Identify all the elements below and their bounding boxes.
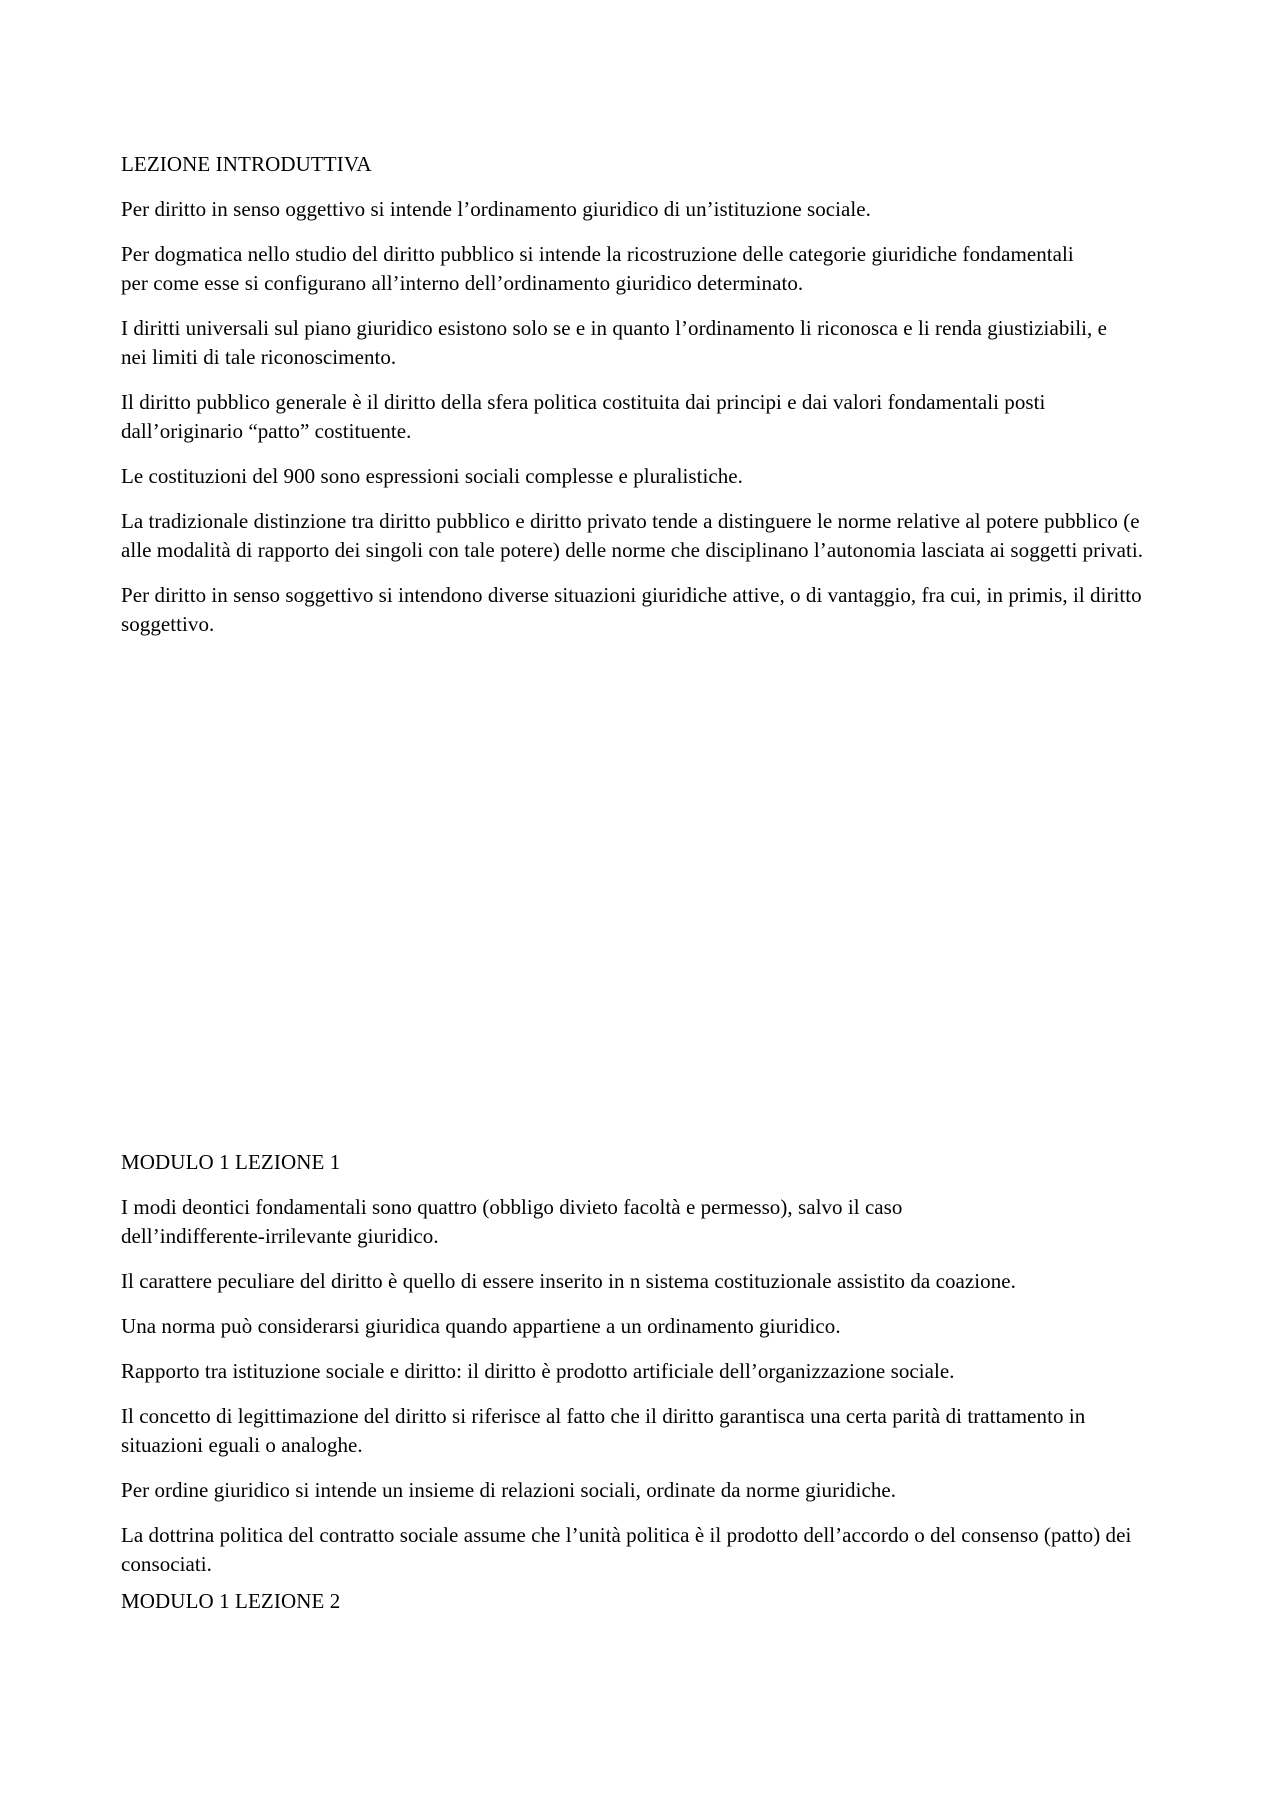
- paragraph: La tradizionale distinzione tra diritto pubblico e diritto privato tende a distinguere le norme relative al potere pubblico (e alle modalità di rapporto dei singoli con tale potere) delle norme che disciplinano l’autonomia lasciata ai soggetti privati.: [121, 509, 1144, 562]
- paragraph: Per diritto in senso soggettivo si intendono diverse situazioni giuridiche attive, o di vantaggio, fra cui, in primis, il diritto soggettivo.: [121, 583, 1142, 636]
- paragraph: Il diritto pubblico generale è il diritto della sfera politica costituita dai principi e dai valori fondamentali posti dall’originario “patto” costituente.: [121, 390, 1046, 443]
- paragraph: Le costituzioni del 900 sono espressioni sociali complesse e pluralistiche.: [121, 464, 743, 488]
- section-heading: MODULO 1 LEZIONE 1: [121, 1150, 341, 1174]
- paragraph: I modi deontici fondamentali sono quattro (obbligo divieto facoltà e permesso), salvo il caso dell’indifferente-irrilevante giuridico.: [121, 1195, 903, 1248]
- section-lezione-introduttiva: [121, 150, 1171, 655]
- paragraph: Il concetto di legittimazione del diritto si riferisce al fatto che il diritto garantisca una certa parità di trattamento in situazioni eguali o analoghe.: [121, 1404, 1086, 1457]
- section-heading: MODULO 1 LEZIONE 2: [121, 1589, 341, 1613]
- paragraph: Per ordine giuridico si intende un insieme di relazioni sociali, ordinate da norme giuridiche.: [121, 1478, 897, 1502]
- paragraph: I diritti universali sul piano giuridico esistono solo se e in quanto l’ordinamento li riconosca e li renda giustiziabili, e nei limiti di tale riconoscimento.: [121, 316, 1107, 369]
- paragraph: Una norma può considerarsi giuridica quando appartiene a un ordinamento giuridico.: [121, 1314, 841, 1338]
- paragraph: Per diritto in senso oggettivo si intende l’ordinamento giuridico di un’istituzione sociale.: [121, 197, 871, 221]
- section-heading: LEZIONE INTRODUTTIVA: [121, 152, 372, 176]
- section-modulo-1-lezione-1: [121, 1148, 1171, 1632]
- paragraph: Il carattere peculiare del diritto è quello di essere inserito in n sistema costituzionale assistito da coazione.: [121, 1269, 1016, 1293]
- paragraph: La dottrina politica del contratto sociale assume che l’unità politica è il prodotto dell’accordo o del consenso (patto) dei consociati.: [121, 1523, 1132, 1576]
- paragraph: Per dogmatica nello studio del diritto pubblico si intende la ricostruzione delle categorie giuridiche fondamentali per come esse si configurano all’interno dell’ordinamento giuridico determinato.: [121, 242, 1074, 295]
- paragraph: Rapporto tra istituzione sociale e diritto: il diritto è prodotto artificiale dell’organizzazione sociale.: [121, 1359, 955, 1383]
